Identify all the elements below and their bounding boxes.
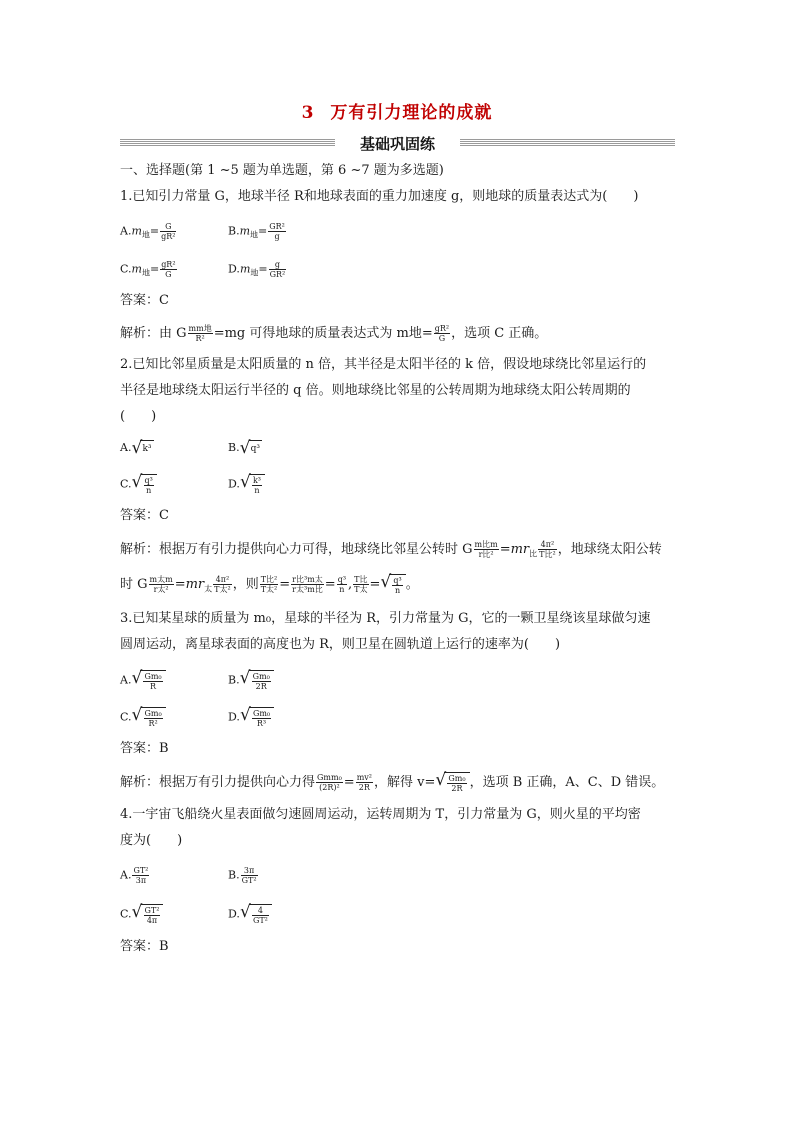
q2-analysis-line1: 解析：根据万有引力提供向心力可得，地球绕比邻星公转时 G $\frac{\text{m比m}}{\text{r比²}}$ $=mr_比$ $\frac{\text{4π²}}{\text{T比²}}$ ，地球绕太阳公转 <box>120 540 662 559</box>
q1-option-a: $A.m_地=$ $\frac{G}{\text{gR²}}$ <box>120 222 176 241</box>
q1-option-b: $B.m_地=$ $\frac{\text{GR²}}{g}$ <box>228 222 285 241</box>
q4-option-a: A. $\frac{\text{GT²}}{3\pi}$ <box>120 866 149 885</box>
section-title: 基础巩固练 <box>359 135 435 153</box>
q2-answer: 答案：C <box>120 508 169 523</box>
section-header <box>120 133 675 153</box>
q4-answer: 答案：B <box>120 939 169 954</box>
q2-option-b: B. √ q³ <box>228 438 260 458</box>
chapter-title: 万有引力理论的成就 <box>330 103 493 123</box>
q2-option-d: D. √ $\frac{\text{k³}}{n}$ <box>228 474 265 495</box>
q2-option-c: C. √ $\frac{\text{q³}}{n}$ <box>120 474 157 495</box>
q3-option-d: D. √ $\frac{\text{Gm₀}}{\text{R³}}$ <box>228 707 274 728</box>
q1-stem: 1.已知引力常量 G，地球半径 R和地球表面的重力加速度 g，则地球的质量表达式为( ) <box>120 189 639 204</box>
q2-stem-line3: ( ) <box>120 409 157 424</box>
q2-stem-line2: 半径是地球绕太阳运行半径的 q 倍。则地球绕比邻星的公转周期为地球绕太阳公转周期的 <box>120 383 631 398</box>
q2-analysis-line2: 时 G $\frac{\text{m太m}}{\text{r太²}}$ $=mr_太$ $\frac{\text{4π²}}{\text{T太²}}$ ，则 $\frac{\text{T比²}}{\text{T太²}}$ = $\frac{\text{r比³m太}}{\text{r太³m比}}$ = $\frac{\text{q³}}{n}$ , $\frac{\text{T比}}{\text{T太}}$ = √ $\frac{\text{q³}}{n}$ 。 <box>120 572 419 595</box>
page-title <box>0 98 794 123</box>
q3-answer: 答案：B <box>120 741 169 756</box>
q1-option-d: $D.m_地=$ $\frac{g}{\text{GR²}}$ <box>228 260 286 279</box>
q4-option-b: B. $\frac{3\pi}{\text{GT²}}$ <box>228 866 257 885</box>
q3-option-c: C. √ $\frac{\text{Gm₀}}{\text{R²}}$ <box>120 707 166 728</box>
q3-analysis: 解析：根据万有引力提供向心力得 $\frac{\text{Gmm₀}}{\text{(2R)²}}$ = $\frac{\text{mv²}}{2R}$ ，解得 v= √ $\frac{\text{Gm₀}}{2R}$ ，选项 B 正确，A、C、D 错误。 <box>120 770 665 793</box>
q4-option-c: C. √ $\frac{\text{GT²}}{4\pi}$ <box>120 904 163 925</box>
q2-option-a: A. √ k³ <box>120 438 152 458</box>
q4-stem-line2: 度为( ) <box>120 833 183 848</box>
q1-analysis: 解析：由 G $\frac{\text{mm地}}{\text{R²}}$ =mg 可得地球的质量表达式为 m地= $\frac{\text{gR²}}{G}$ ，选项 C 正确。 <box>120 324 548 343</box>
q3-option-b: B. √ $\frac{\text{Gm₀}}{2R}$ <box>228 670 274 691</box>
chapter-number: 3 <box>301 103 315 123</box>
q3-stem-line2: 圆周运动，离星球表面的高度也为 R，则卫星在圆轨道上运行的速率为( ) <box>120 637 561 652</box>
q2-stem-line1: 2.已知比邻星质量是太阳质量的 n 倍，其半径是太阳半径的 k 倍，假设地球绕比邻星运行的 <box>120 357 647 372</box>
q4-option-d: D. √ $\frac{4}{\text{GT²}}$ <box>228 904 272 925</box>
question-type-intro: 一、选择题(第 1 ~5 题为单选题，第 6 ~7 题为多选题) <box>120 163 444 178</box>
q3-stem-line1: 3.已知某星球的质量为 m₀，星球的半径为 R，引力常量为 G，它的一颗卫星绕该星球做匀速 <box>120 611 651 626</box>
q1-option-c: $C.m_地=$ $\frac{\text{gR²}}{G}$ <box>120 260 176 279</box>
q1-answer: 答案：C <box>120 293 169 308</box>
q3-option-a: A. √ $\frac{\text{Gm₀}}{R}$ <box>120 670 166 691</box>
q4-stem-line1: 4.一宇宙飞船绕火星表面做匀速圆周运动，运转周期为 T，引力常量为 G，则火星的平均密 <box>120 807 641 822</box>
